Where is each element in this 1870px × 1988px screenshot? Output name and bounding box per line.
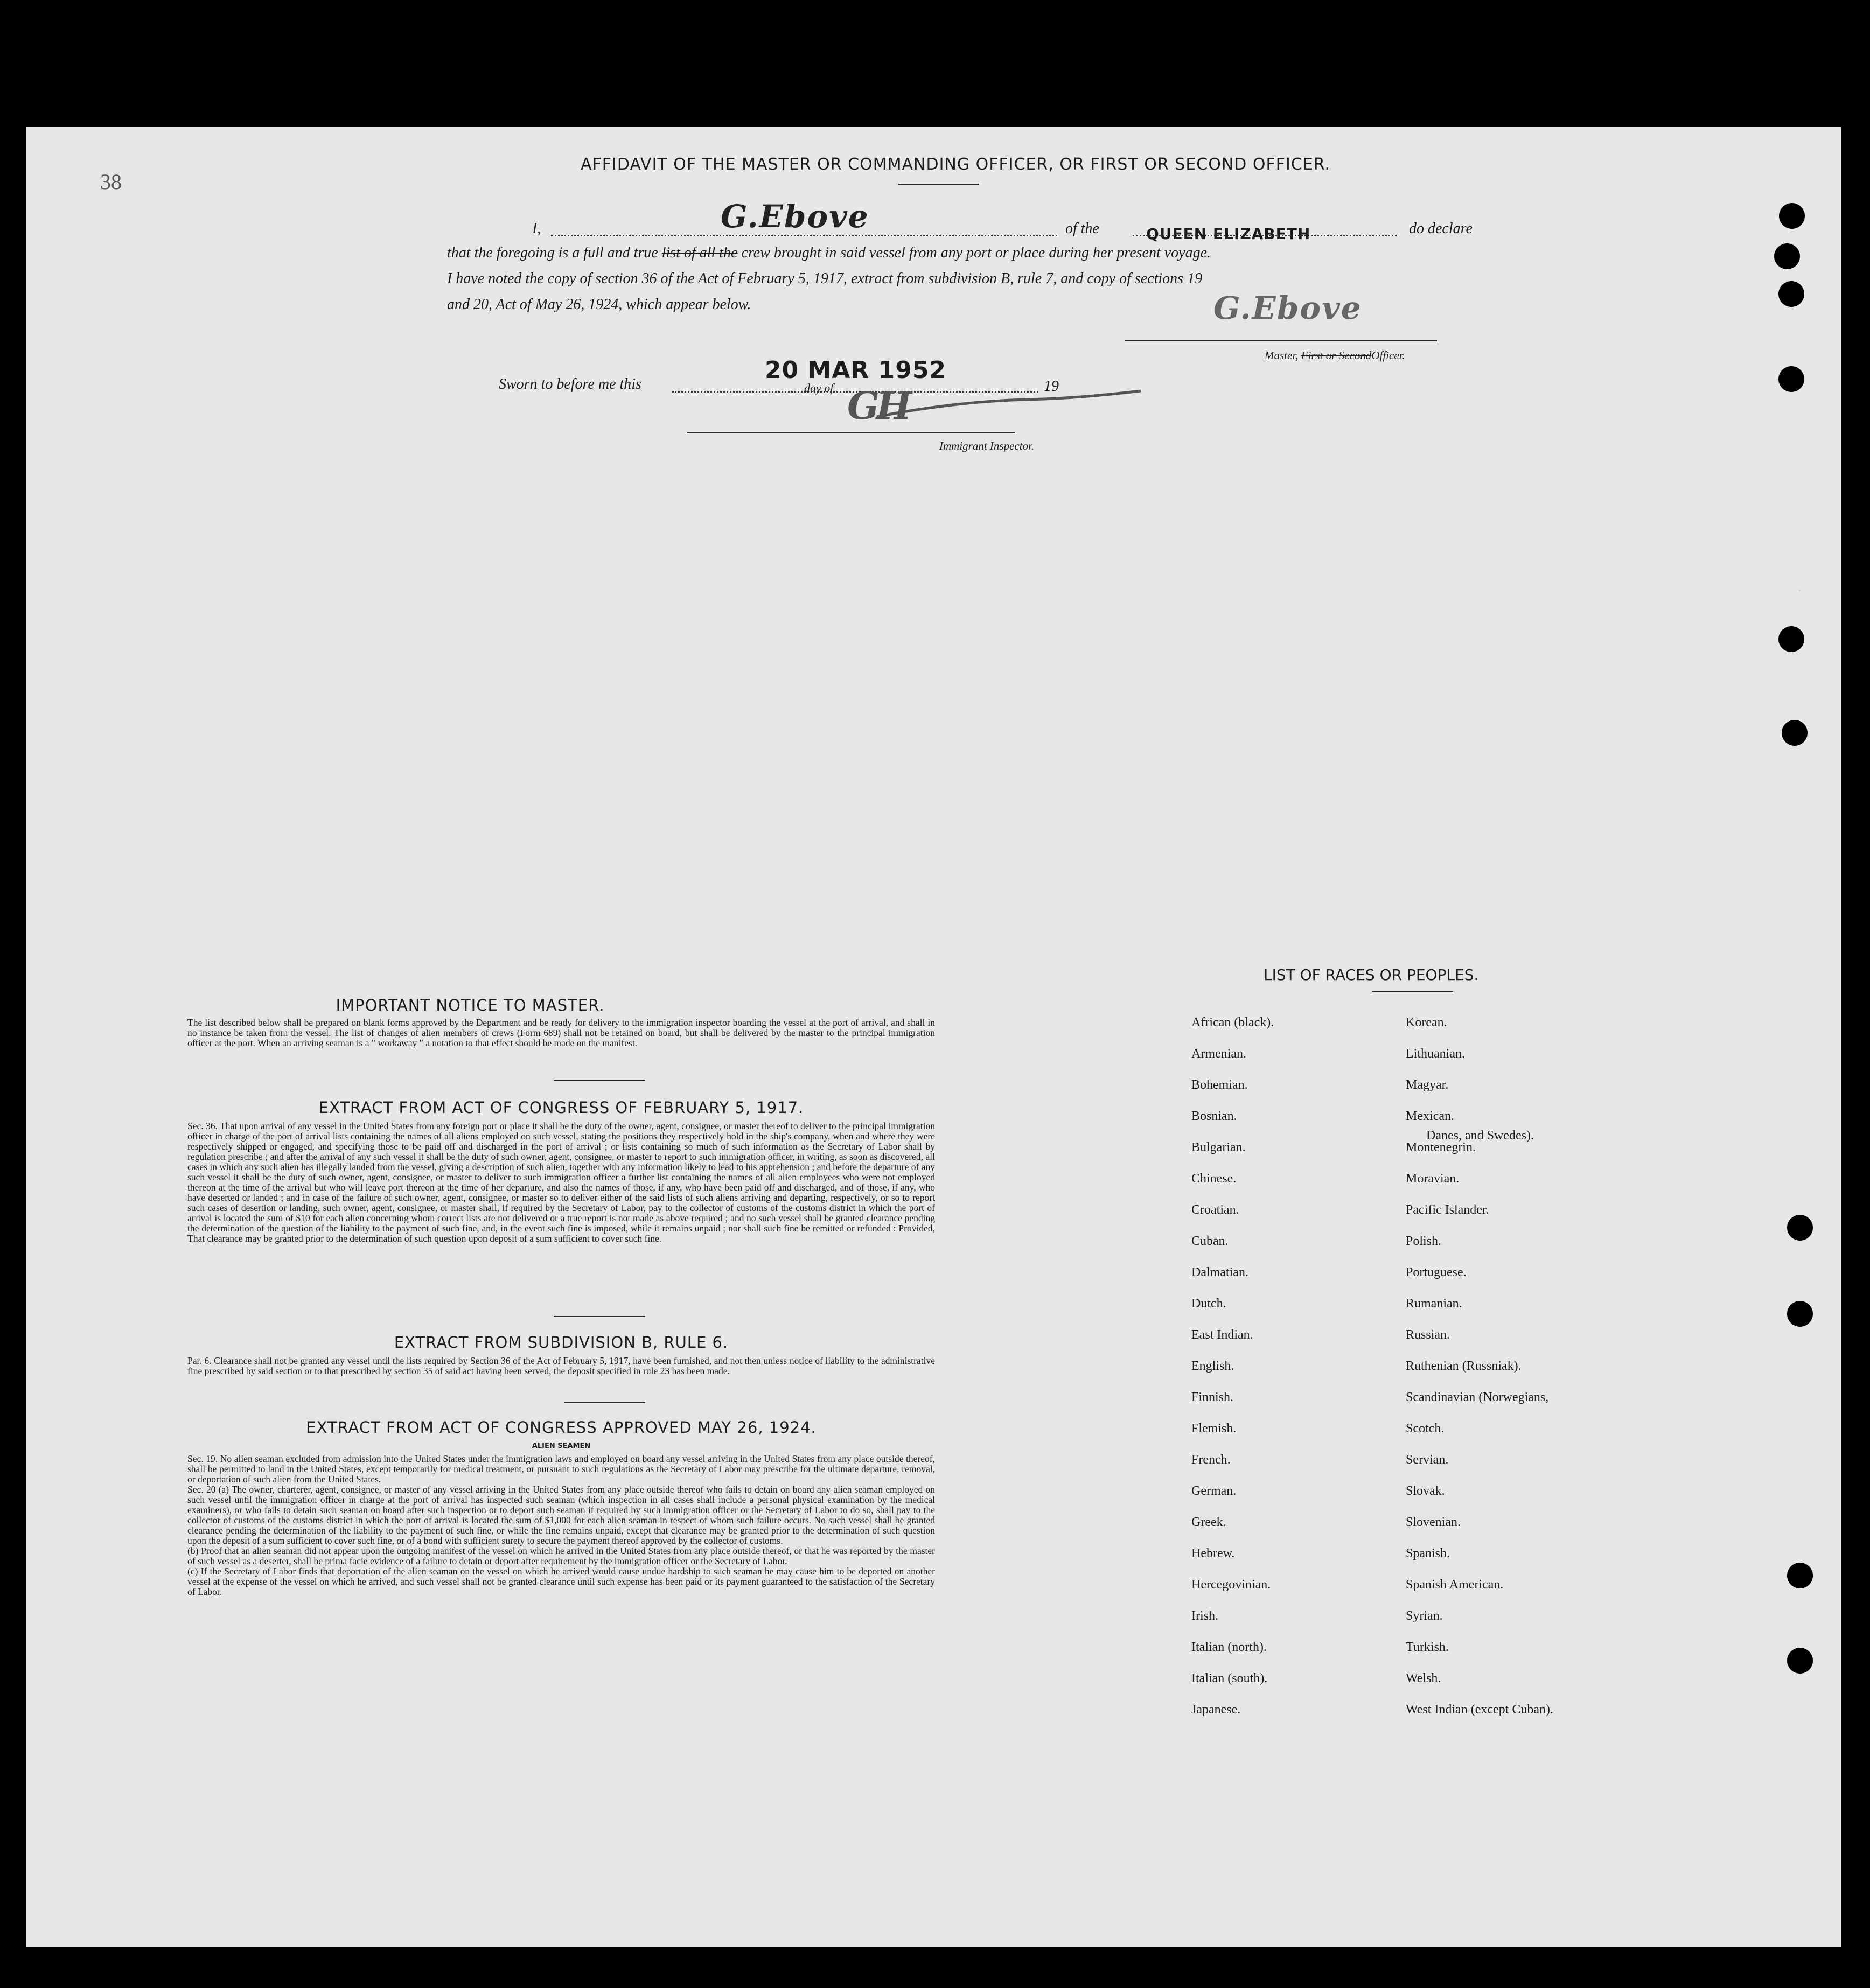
notice-title: IMPORTANT NOTICE TO MASTER. (336, 996, 605, 1014)
master-title (1265, 349, 1405, 362)
race-item: Dalmatian. (1191, 1265, 1248, 1279)
declaration-text-rest: crew brought in said vessel from any port or place during her present voyage. (741, 244, 1211, 261)
punch-hole (1774, 243, 1800, 269)
race-item: Spanish. (1406, 1546, 1450, 1560)
i-label: I, (532, 220, 541, 237)
race-item: Italian (south). (1191, 1671, 1268, 1685)
declaration-line-1 (447, 244, 1211, 262)
sec-20b-text: (b) Proof that an alien seaman did not appear upon the outgoing manifest of the vessel on which he arrived in the United States from any place outside thereof, or that he was reported by the master of such vessel as a deserter, shall be prima facie evidence of a failure to detain or deport after requirement by the immigration officer or the Secretary of Labor. (187, 1545, 935, 1566)
race-item: Chinese. (1191, 1172, 1237, 1186)
punch-hole (1778, 366, 1804, 392)
race-item: Scandinavian (Norwegians, (1406, 1390, 1549, 1404)
race-item: English. (1191, 1359, 1234, 1373)
punch-hole (1779, 203, 1805, 229)
races-rule (1372, 991, 1453, 992)
extract-1924-subtitle: ALIEN SEAMEN (532, 1442, 591, 1450)
race-item: Scotch. (1406, 1422, 1445, 1436)
race-item: Italian (north). (1191, 1640, 1267, 1654)
sec-19-text: Sec. 19. No alien seaman excluded from admission into the United States under the immigration laws and employed on board any vessel arriving in the United States from any place outside thereof, shall be permitted to land in the United States, except temporarily for medical treatment, or pursuant to such regulations as the Secretary of Labor may prescribe for the ultimate departure, removal, or deportation of such alien from the United States. (187, 1453, 935, 1485)
race-item: Finnish. (1191, 1390, 1234, 1404)
punch-hole (1778, 281, 1804, 307)
notice-text: The list described below shall be prepared on blank forms approved by the Department and be ready for delivery to the immigration inspector boarding the vessel at the port of arrival, and shall in no instance be taken from the vessel. The list of changes of alien members of crews (Form 689) shall not be retained on board, but shall be delivered by the master to the principal immigration officer at the port. When an arriving seaman is a " workaway " a notation to that effect should be made on the manifest. (187, 1017, 935, 1048)
day-of-label: day of (804, 381, 834, 395)
name-line (551, 235, 1057, 236)
race-item: Cuban. (1191, 1234, 1229, 1248)
race-item: Hebrew. (1191, 1546, 1235, 1560)
race-item: Turkish. (1406, 1640, 1449, 1654)
sec-20a-text: Sec. 20 (a) The owner, charterer, agent, consignee, or master of any vessel arriving in the United States from any place outside thereof who fails to detain on board any alien seaman employed on such vessel until the immigration officer in charge at the port of arrival has inspected such seaman (which inspection in all cases shall include a personal physical examination by the medical examiners), or who fails to detain such seaman on board after such inspection or to deport such seaman if required by such immigration officer or the Secretary of Labor to do so, shall pay to the collector of customs of the customs district in which the port of arrival is located the sum of $1,000 for each alien seaman in respect of whom such failure occurs. No such vessel shall be granted clearance pending the determination of the liability to the payment of such fine, or while the fine remains unpaid, except that clearance may be granted prior to the determination of such question upon the deposit of a sum sufficient to cover such fine, or of a bond with sufficient surety to secure the payment thereof approved by the collector of customs. (187, 1484, 935, 1546)
document-sheet (26, 127, 1841, 1947)
sworn-label: Sworn to before me this (499, 376, 641, 393)
inspector-line (687, 432, 1015, 433)
race-item: Irish. (1191, 1609, 1218, 1623)
master-signature-line (1125, 340, 1437, 341)
notice-rule (554, 1080, 645, 1081)
date-stamp: 20 MAR 1952 (765, 356, 947, 384)
officer-label: Officer. (1371, 349, 1405, 362)
master-struck-text: First or Second (1301, 349, 1372, 362)
race-item: Greek. (1191, 1515, 1226, 1529)
race-item: Hercegovinian. (1191, 1578, 1271, 1592)
do-declare-label: do declare (1409, 220, 1473, 237)
race-item: Armenian. (1191, 1047, 1246, 1061)
races-title: LIST OF RACES OR PEOPLES. (1264, 966, 1479, 984)
race-item: Dutch. (1191, 1297, 1226, 1311)
affidavit-title: AFFIDAVIT OF THE MASTER OR COMMANDING OFFICER, OR FIRST OR SECOND OFFICER. (581, 155, 1331, 174)
declaration-line-2: I have noted the copy of section 36 of the Act of February 5, 1917, extract from subdivision B, rule 7, and copy of sections 19 (447, 270, 1203, 287)
subdivision-rule (564, 1402, 645, 1403)
extract-1917-rule (554, 1316, 645, 1317)
race-item: African (black). (1191, 1016, 1274, 1030)
year-prefix: 19 (1044, 378, 1059, 395)
extract-1924-body (187, 1454, 935, 1597)
vessel-name: QUEEN ELIZABETH (1146, 225, 1311, 243)
race-item: German. (1191, 1484, 1237, 1498)
race-item: Portuguese. (1406, 1265, 1467, 1279)
race-item: Rumanian. (1406, 1297, 1462, 1311)
race-item: Ruthenian (Russniak). (1406, 1359, 1522, 1373)
declarant-signature: G.Ebove (721, 198, 869, 235)
race-item: Polish. (1406, 1234, 1442, 1248)
race-item: Bohemian. (1191, 1078, 1248, 1092)
punch-hole (1787, 1301, 1813, 1327)
race-item: Korean. (1406, 1016, 1447, 1030)
race-item: Pacific Islander. (1406, 1203, 1489, 1217)
race-item: Spanish American. (1406, 1578, 1504, 1592)
extract-1917-title: EXTRACT FROM ACT OF CONGRESS OF FEBRUARY 5, 1917. (318, 1098, 804, 1117)
race-item: Welsh. (1406, 1671, 1441, 1685)
extract-1924-title: EXTRACT FROM ACT OF CONGRESS APPROVED MAY 26, 1924. (306, 1418, 817, 1437)
page-mark: 38 (100, 170, 122, 194)
race-item: Russian. (1406, 1328, 1450, 1342)
race-item: Flemish. (1191, 1422, 1237, 1436)
punch-hole (1787, 1215, 1813, 1241)
race-item: Moravian. (1406, 1172, 1460, 1186)
inspector-flourish (866, 384, 1146, 428)
master-signature: G.Ebove (1213, 290, 1362, 326)
subdivision-text: Par. 6. Clearance shall not be granted any vessel until the lists required by Section 36 of the Act of February 5, 1917, have been furnished, and not then unless notice of liability to the administrative fine prescribed by said section or to that prescribed by section 35 of said act having been served, the deposit specified in rule 23 has been made. (187, 1355, 935, 1376)
subdivision-title: EXTRACT FROM SUBDIVISION B, RULE 6. (394, 1333, 729, 1352)
of-the-label: of the (1065, 220, 1099, 237)
race-item: Montenegrin. (1406, 1140, 1476, 1154)
race-item: Servian. (1406, 1453, 1449, 1467)
master-label: Master, (1265, 349, 1299, 362)
struck-text: list of all the (661, 244, 738, 261)
punch-hole (1787, 1648, 1813, 1674)
title-rule (898, 184, 979, 185)
race-item: French. (1191, 1453, 1231, 1467)
race-item: West Indian (except Cuban). (1406, 1703, 1553, 1717)
declaration-line-3: and 20, Act of May 26, 1924, which appear below. (447, 296, 751, 313)
race-item: Syrian. (1406, 1609, 1443, 1623)
punch-hole (1787, 1563, 1813, 1588)
race-item: Japanese. (1191, 1703, 1241, 1717)
race-item: Magyar. (1406, 1078, 1449, 1092)
punch-hole (1778, 626, 1804, 652)
race-scandinavian-cont: Danes, and Swedes). (1426, 1129, 1534, 1143)
race-item: Slovenian. (1406, 1515, 1461, 1529)
race-item: Slovak. (1406, 1484, 1445, 1498)
race-item: Mexican. (1406, 1109, 1454, 1123)
extract-1917-text: Sec. 36. That upon arrival of any vessel in the United States from any foreign port or place it shall be the duty of the owner, agent, consignee, or master thereof to deliver to the principal immigration officer in charge of the port of arrival lists containing the names of all aliens employed on such vessel, stating the positions they respectively hold in the ship's company, when and where they were respectively shipped or engaged, and specifying those to be paid off and discharged in the port of arrival ; or lists containing so much of such information as the Secretary of Labor shall by regulation prescribe ; and after the arrival of any such vessel it shall be the duty of such owner, agent, consignee, or master to report to such immigration officer, in writing, as soon as discovered, all cases in which any such alien has illegally landed from the vessel, giving a description of such alien, together with any information likely to lead to his apprehension ; and before the departure of any such vessel it shall be the duty of such owner, agent, consignee, or master to deliver to such immigration officer a further list containing the names of all alien employees who were not employed thereon at the time of the arrival but who will leave port thereon at the time of her departure, and also the names of those, if any, who have been paid off and discharged, and of those, if any, who have deserted or landed ; and in case of the failure of such owner, agent, consignee, or master so to deliver either of the said lists of such aliens arriving and departing, respectively, or so to report such cases of desertion or landing, such owner, agent, consignee, or master shall, if required by the Secretary of Labor, pay to the collector of customs of the customs district in which the port of arrival is located the sum of $10 for each alien concerning whom correct lists are not delivered or a true report is not made as above required ; and no such vessel shall be granted clearance pending the determination of the question of the liability to the payment of such fine, and, in the event such fine is imposed, while it remains unpaid ; nor shall such fine be remitted or refunded : Provided, That clearance may be granted prior to the determination of such question upon deposit of a sum sufficient to cover such fine. (187, 1121, 935, 1244)
race-item: Lithuanian. (1406, 1047, 1465, 1061)
margin-mark: · (1798, 585, 1802, 597)
race-item: Croatian. (1191, 1203, 1239, 1217)
race-item: Bulgarian. (1191, 1140, 1246, 1154)
punch-hole (1782, 720, 1808, 746)
race-item: Bosnian. (1191, 1109, 1237, 1123)
inspector-signature: GH (847, 383, 909, 428)
race-item: East Indian. (1191, 1328, 1253, 1342)
declaration-text: that the foregoing is a full and true (447, 244, 658, 261)
inspector-label: Immigrant Inspector. (939, 439, 1035, 452)
sec-20c-text: (c) If the Secretary of Labor finds that deportation of the alien seaman on the vessel on which he arrived would cause undue hardship to such seaman he may cause him to be deported on another vessel at the expense of the vessel on which he arrived, and such vessel shall not be granted clearance until such expense has been paid or its payment guaranteed to the satisfaction of the Secretary of Labor. (187, 1566, 935, 1597)
